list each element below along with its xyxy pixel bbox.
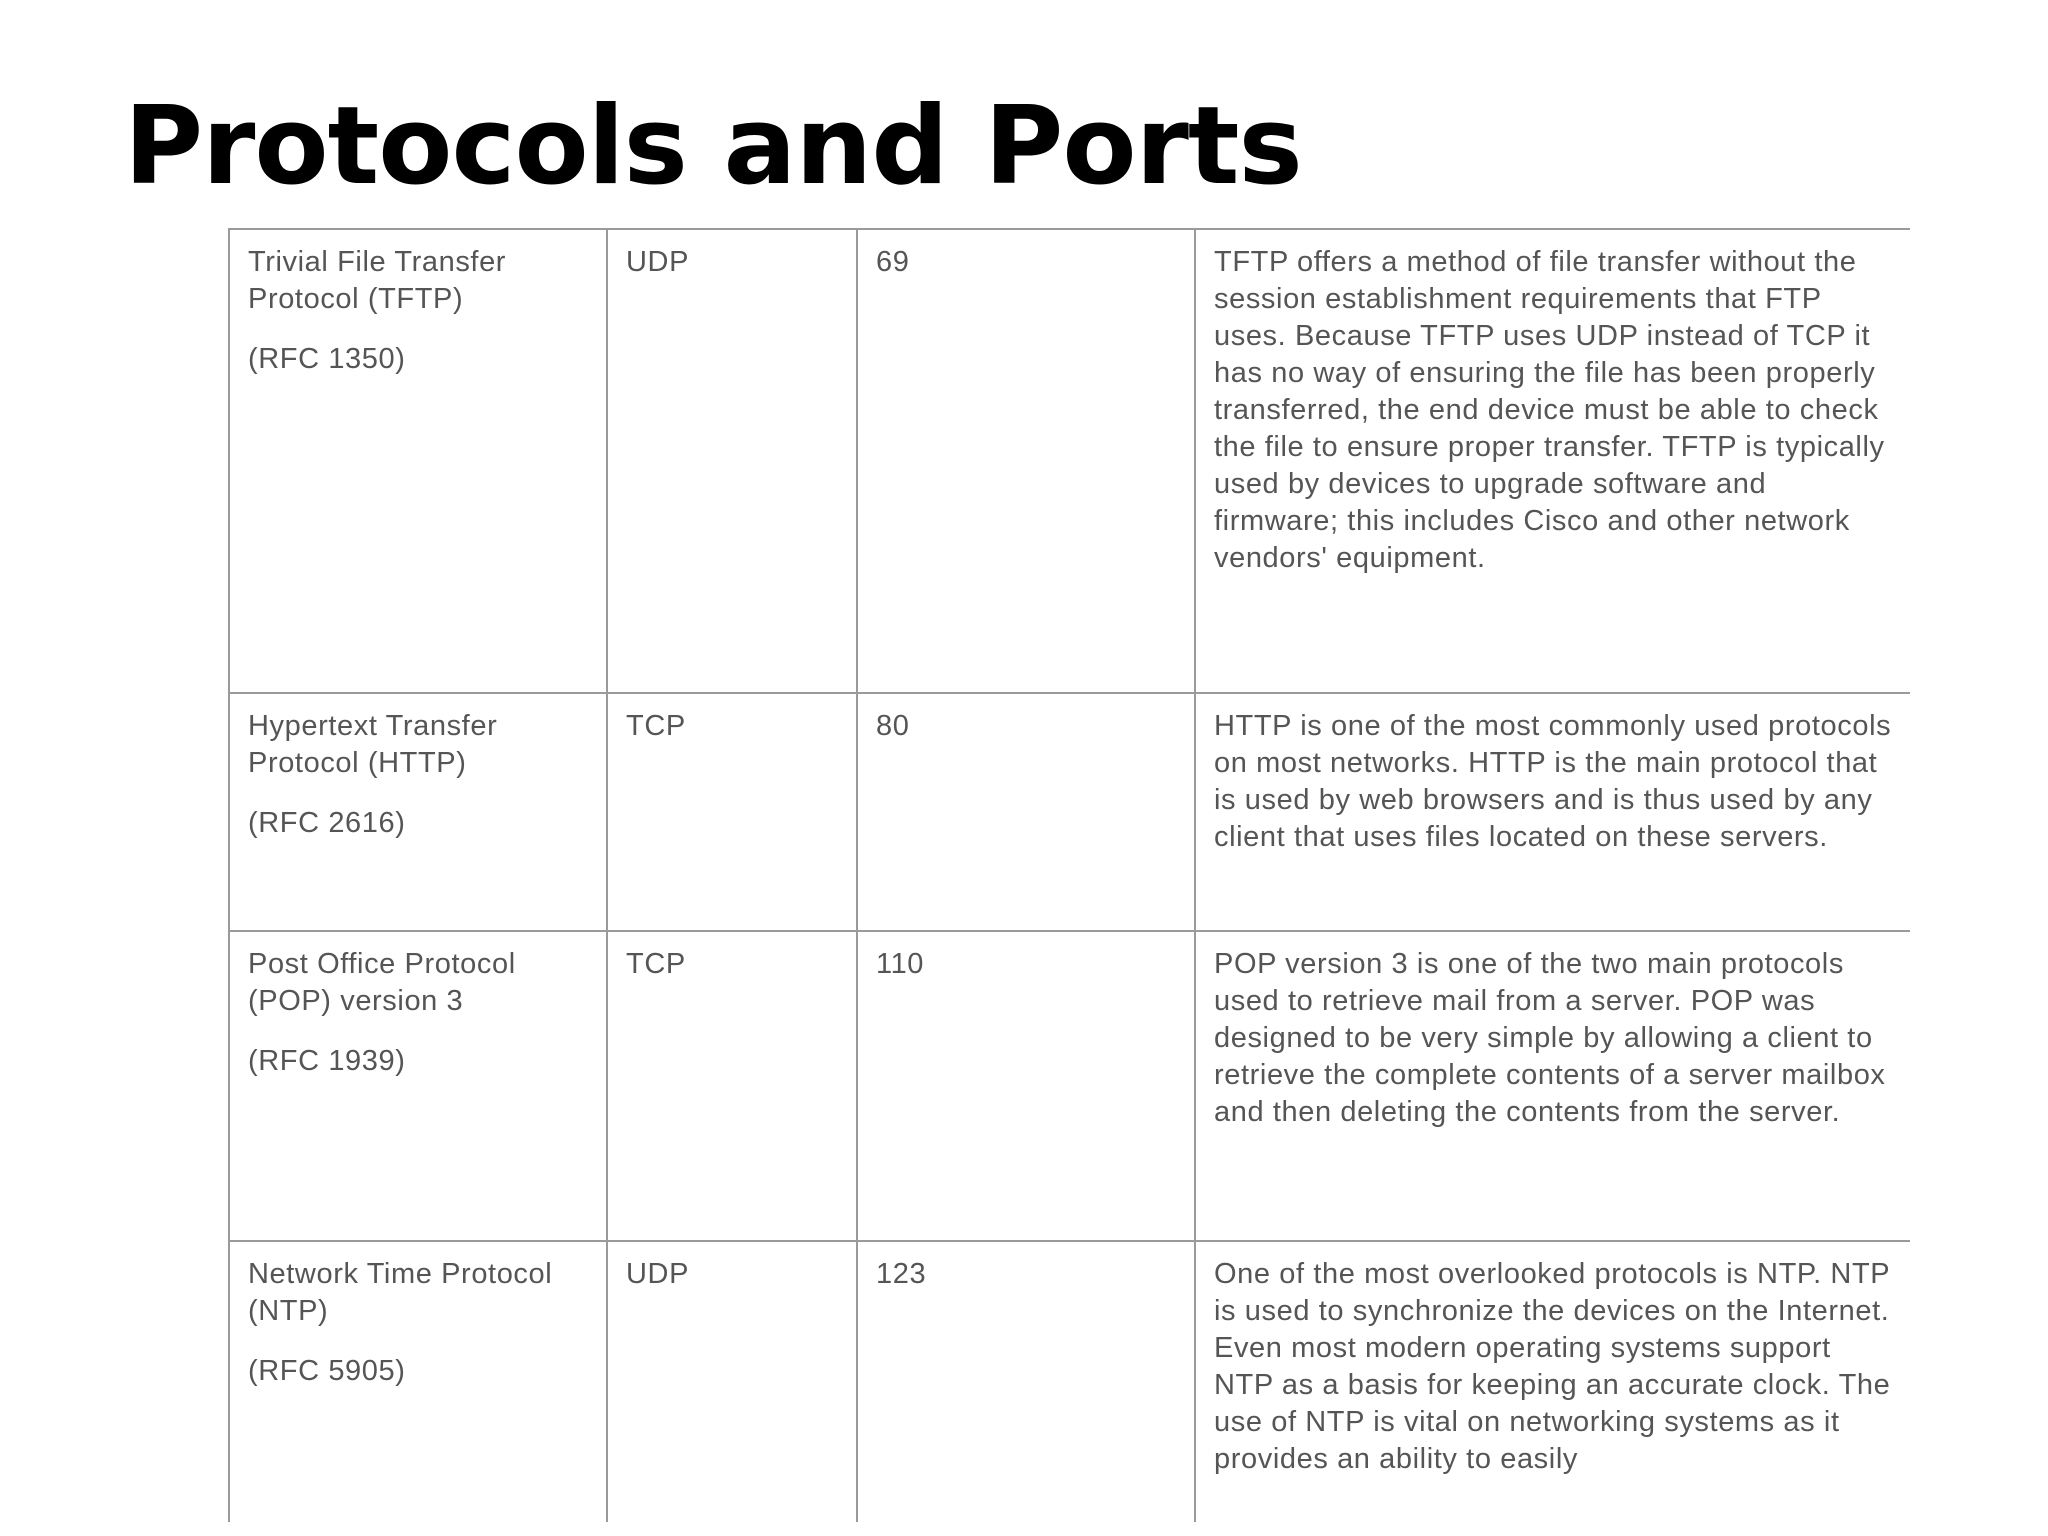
description-cell: One of the most overlooked protocols is NTP. NTP is used to synchronize the devices on the Internet. Even most modern operating systems support NTP as a basis for keeping an accurate clock. The use of NTP is vital on networking systems as it provides an ability to easily	[1195, 1241, 1910, 1522]
protocol-name: Hypertext Transfer Protocol (HTTP)	[248, 710, 498, 779]
description-cell: POP version 3 is one of the two main protocols used to retrieve mail from a server. POP was designed to be very simple by allowing a client to retrieve the complete contents of a server mailbox and then deleting the contents from the server.	[1195, 931, 1910, 1241]
protocol-cell	[229, 229, 607, 693]
port-cell: 123	[857, 1241, 1195, 1522]
protocols-table	[228, 228, 1910, 1522]
port-cell: 69	[857, 229, 1195, 693]
transport-cell: TCP	[607, 931, 857, 1241]
protocol-cell	[229, 931, 607, 1241]
table-row	[229, 1241, 1910, 1522]
protocols-table-container	[228, 228, 1910, 1522]
port-cell: 80	[857, 693, 1195, 931]
table-row	[229, 229, 1910, 693]
protocol-name: Trivial File Transfer Protocol (TFTP)	[248, 246, 507, 315]
protocol-name: Post Office Protocol (POP) version 3	[248, 948, 516, 1017]
protocol-rfc: (RFC 2616)	[248, 807, 406, 839]
transport-cell: UDP	[607, 229, 857, 693]
table-row	[229, 693, 1910, 931]
protocol-name: Network Time Protocol (NTP)	[248, 1258, 553, 1327]
protocol-rfc: (RFC 1939)	[248, 1045, 406, 1077]
description-cell: HTTP is one of the most commonly used protocols on most networks. HTTP is the main protocol that is used by web browsers and is thus used by any client that uses files located on these servers.	[1195, 693, 1910, 931]
transport-cell: TCP	[607, 693, 857, 931]
protocol-rfc: (RFC 5905)	[248, 1355, 406, 1387]
protocol-cell	[229, 1241, 607, 1522]
transport-cell: UDP	[607, 1241, 857, 1522]
slide-title: Protocols and Ports	[124, 84, 1302, 209]
port-cell: 110	[857, 931, 1195, 1241]
protocol-rfc: (RFC 1350)	[248, 343, 406, 375]
table-row	[229, 931, 1910, 1241]
description-cell: TFTP offers a method of file transfer without the session establishment requirements that FTP uses. Because TFTP uses UDP instead of TCP it has no way of ensuring the file has been properly transferred, the end device must be able to check the file to ensure proper transfer. TFTP is typically used by devices to upgrade software and firmware; this includes Cisco and other network vendors' equipment.	[1195, 229, 1910, 693]
protocol-cell	[229, 693, 607, 931]
